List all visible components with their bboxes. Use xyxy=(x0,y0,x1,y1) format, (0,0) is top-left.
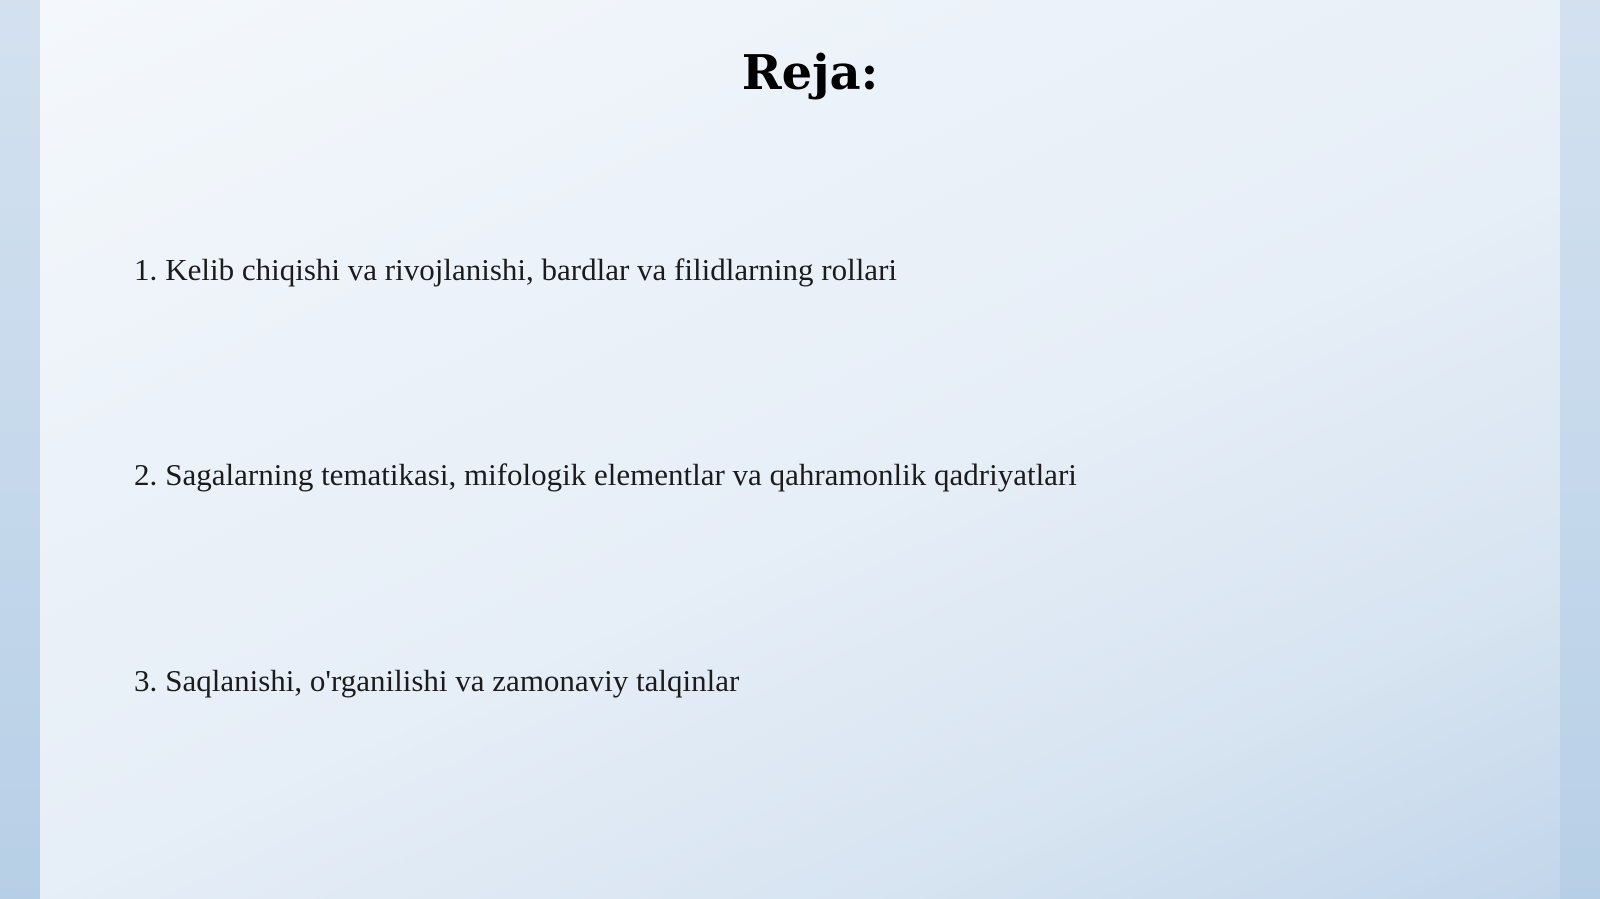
plan-item-number: 3. xyxy=(134,663,158,698)
plan-item-1 xyxy=(134,250,897,290)
slide-title: Reja: xyxy=(741,45,879,101)
plan-item-number: 2. xyxy=(134,457,158,492)
plan-item-number: 1. xyxy=(134,252,158,287)
plan-item-text: Kelib chiqishi va rivojlanishi, bardlar va filidlarning rollari xyxy=(165,252,898,287)
plan-item-3 xyxy=(134,661,739,701)
plan-item-text: Sagalarning tematikasi, mifologik elementlar va qahramonlik qadriyatlari xyxy=(165,457,1077,492)
plan-item-2 xyxy=(134,455,1077,495)
plan-item-text: Saqlanishi, o'rganilishi va zamonaviy talqinlar xyxy=(165,663,740,698)
slide xyxy=(40,0,1560,899)
